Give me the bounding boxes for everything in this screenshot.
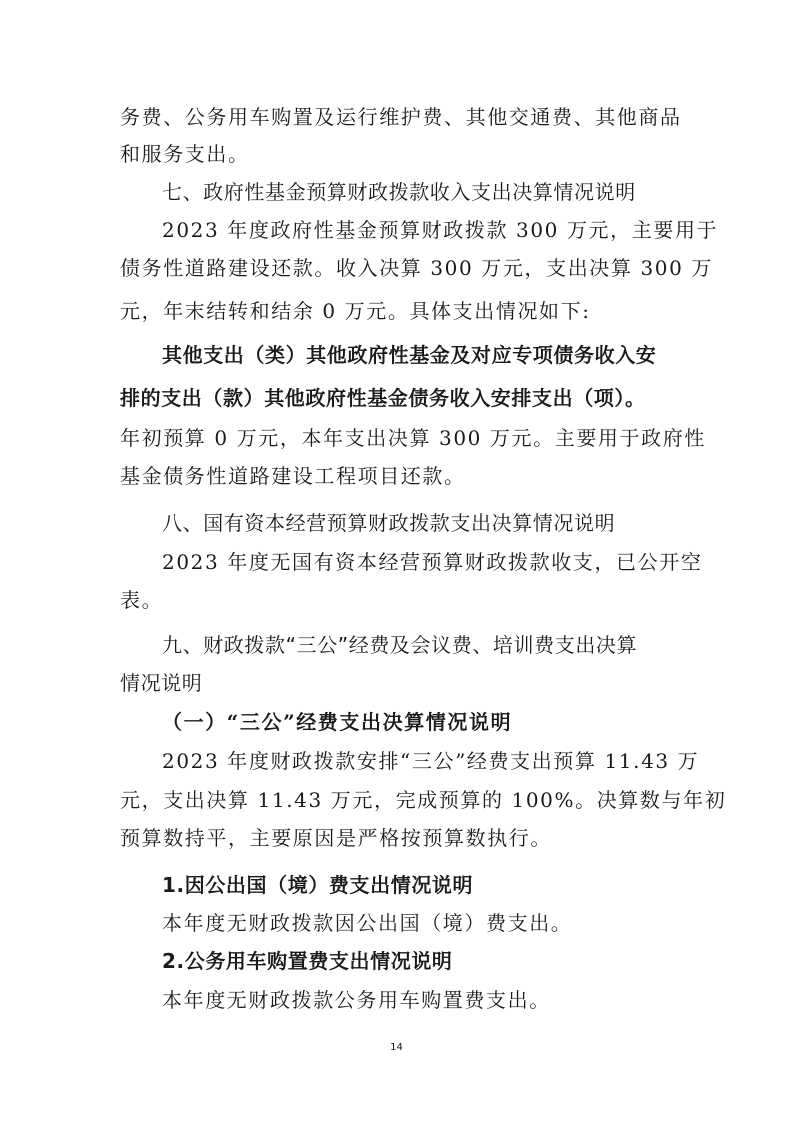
body-line: 元，年末结转和结余 0 万元。具体支出情况如下:: [120, 299, 591, 323]
body-line: 2023 年度政府性基金预算财政拨款 300 万元，主要用于: [162, 218, 719, 242]
body-line: 2023 年度无国有资本经营预算财政拨款收支，已公开空: [162, 550, 703, 574]
section-heading-9-cont: 情况说明: [120, 671, 203, 695]
subsection-heading: （一）“三公”经费支出决算情况说明: [162, 710, 513, 734]
item-heading-2: 2.公务用车购置费支出情况说明: [162, 949, 453, 973]
body-line: 年初预算 0 万元，本年支出决算 300 万元。主要用于政府性: [120, 426, 706, 450]
body-line: 本年度无财政拨款公务用车购置费支出。: [162, 988, 551, 1012]
bold-item-line: 排的支出（款）其他政府性基金债务收入安排支出（项）。: [120, 386, 646, 410]
section-heading-8: 八、国有资本经营预算财政拨款支出决算情况说明: [162, 511, 616, 535]
bold-item-line: 其他支出（类）其他政府性基金及对应专项债务收入安: [162, 343, 657, 367]
page-number: 14: [390, 1042, 403, 1053]
body-line: 预算数持平，主要原因是严格按预算数执行。: [120, 826, 552, 850]
body-line: 本年度无财政拨款因公出国（境）费支出。: [162, 911, 573, 935]
body-line: 基金债务性道路建设工程项目还款。: [120, 464, 466, 488]
section-heading-9: 九、财政拨款“三公”经费及会议费、培训费支出决算: [162, 633, 638, 657]
body-line: 和服务支出。: [120, 142, 250, 166]
body-line: 债务性道路建设还款。收入决算 300 万元，支出决算 300 万: [120, 256, 713, 280]
body-line: 务费、公务用车购置及运行维护费、其他交通费、其他商品: [120, 105, 682, 129]
body-line: 2023 年度财政拨款安排“三公”经费支出预算 11.43 万: [162, 749, 700, 773]
body-line: 元，支出决算 11.43 万元，完成预算的 100%。决算数与年初: [120, 788, 727, 812]
section-heading-7: 七、政府性基金预算财政拨款收入支出决算情况说明: [162, 180, 636, 204]
body-line: 表。: [120, 588, 164, 612]
item-heading-1: 1.因公出国（境）费支出情况说明: [162, 873, 474, 897]
